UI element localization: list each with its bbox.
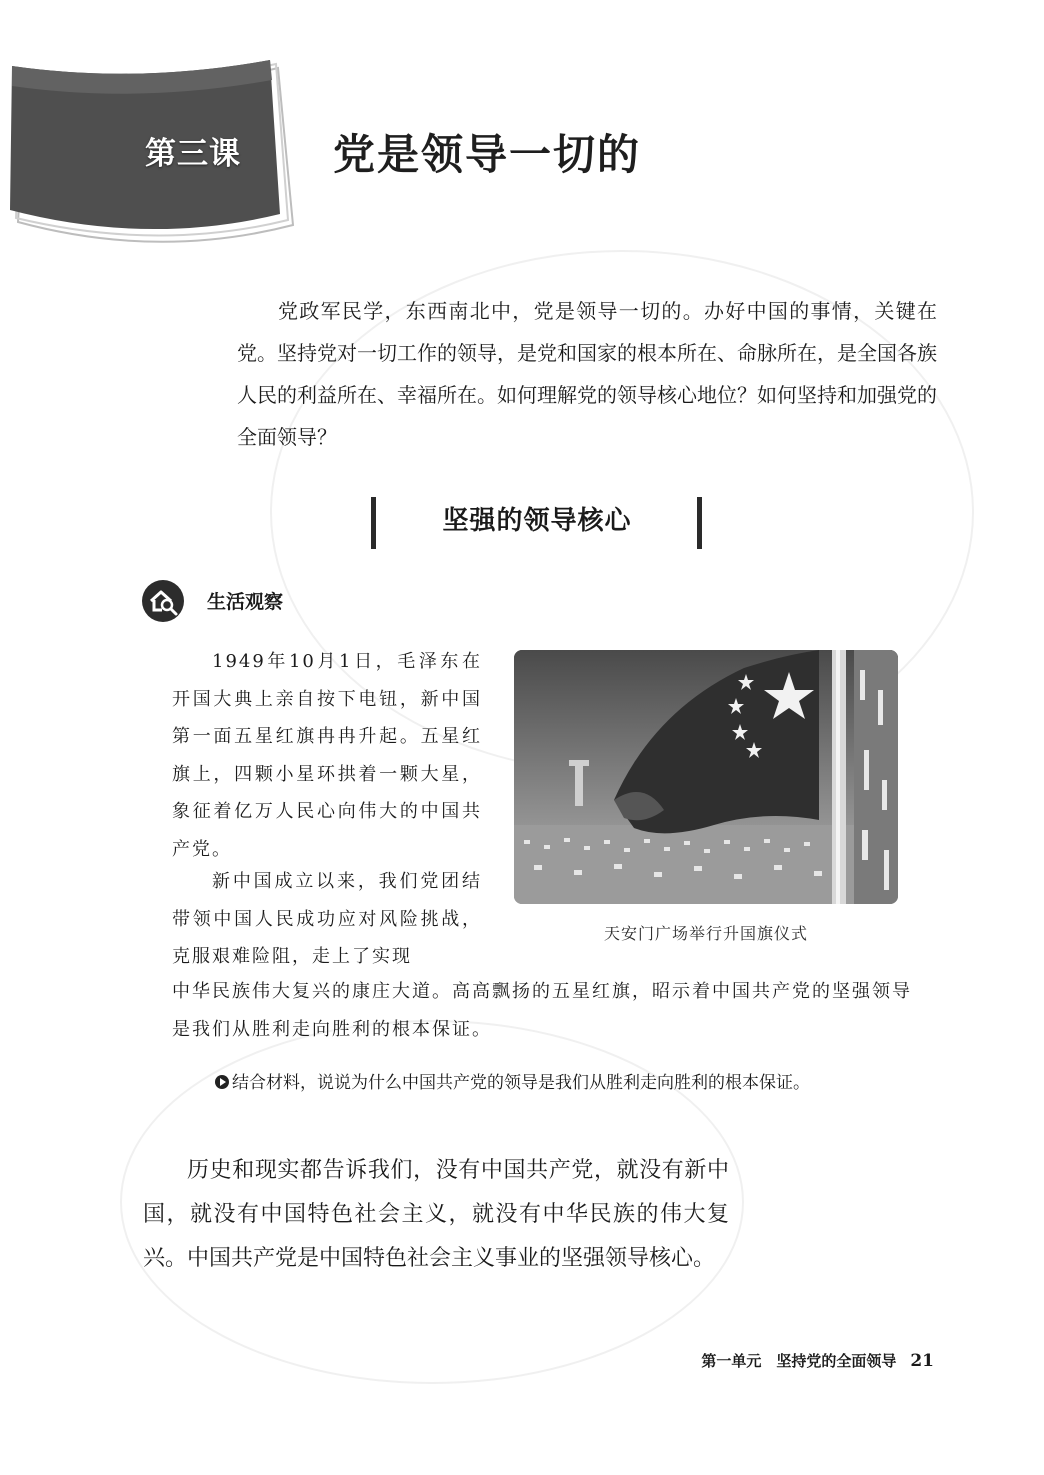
observation-text-1: 1949年10月1日，毛泽东在开国大典上亲自按下电钮，新中国第一面五星红旗冉冉升起。五星红旗上，四颗小星环拱着一颗大星，象征着亿万人民心向伟大的中国共产党。: [172, 651, 482, 860]
lesson-number: 第三课: [145, 136, 241, 172]
unit-title: 第一单元 坚持党的全面领导: [701, 1352, 897, 1370]
section-bar-right: [697, 497, 702, 549]
house-magnifier-icon: [140, 578, 186, 624]
page-number: 21: [910, 1351, 934, 1371]
play-circle-icon: [215, 1075, 229, 1089]
observation-text-2b: 中华民族伟大复兴的康庄大道。高高飘扬的五星红旗，昭示着中国共产党的坚强领导是我们从胜利走向胜利的根本保证。: [172, 981, 912, 1040]
intro-paragraph: 党政军民学，东西南北中，党是领导一切的。办好中国的事情，关键在党。坚持党对一切工作的领导，是党和国家的根本所在、命脉所在，是全国各族人民的利益所在、幸福所在。如何理解党的领导核心地位？如何坚持和加强党的全面领导？: [237, 299, 937, 449]
page-footer: [701, 1350, 934, 1371]
observation-paragraph-2-continued: [172, 973, 912, 1048]
observation-paragraph-2: [172, 863, 482, 976]
section-title: 坚强的领导核心: [442, 506, 632, 536]
photo-caption: 天安门广场举行升国旗仪式: [603, 924, 808, 943]
observation-label: 生活观察: [207, 591, 284, 613]
summary-paragraph: [143, 1149, 729, 1281]
flag-photo-image: [514, 650, 898, 904]
observation-paragraph-1: [172, 643, 482, 868]
lesson-title: 党是领导一切的: [333, 130, 642, 179]
question-text: 结合材料，说说为什么中国共产党的领导是我们从胜利走向胜利的根本保证。: [232, 1073, 810, 1093]
flag-raising-photo: [514, 650, 898, 904]
discussion-question: [215, 1068, 810, 1093]
summary-text: 历史和现实都告诉我们，没有中国共产党，就没有新中国，就没有中国特色社会主义，就没有中华民族的伟大复兴。中国共产党是中国特色社会主义事业的坚强领导核心。: [143, 1158, 729, 1271]
observation-text-2a: 新中国成立以来，我们党团结带领中国人民成功应对风险挑战，克服艰难险阻，走上了实现: [172, 871, 482, 967]
